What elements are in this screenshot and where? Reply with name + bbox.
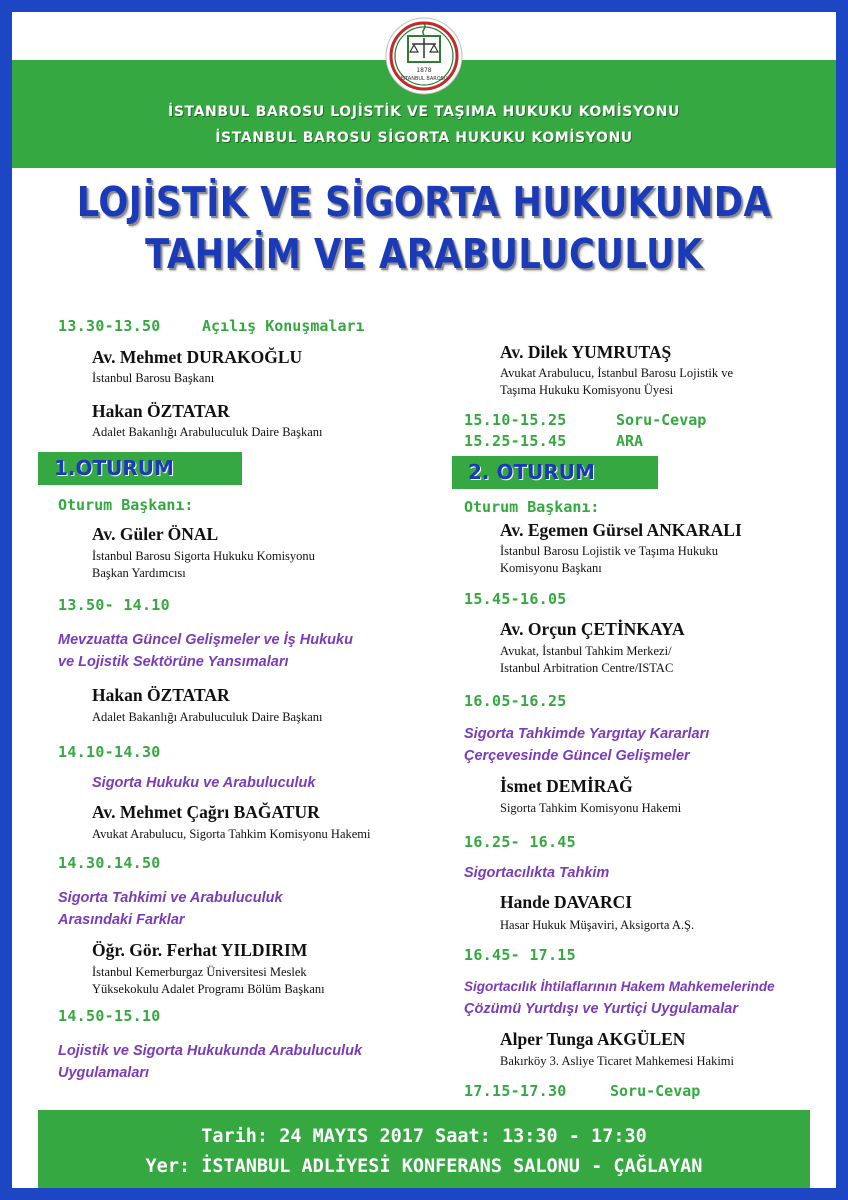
talk-topic: Arasındaki Farklar (58, 912, 185, 928)
talk-topic: Sigorta Tahkimde Yargıtay Kararları (464, 726, 710, 742)
speaker-role: Avukat, İstanbul Tahkim Merkezi/ (500, 644, 672, 658)
time-slot: 15.10-15.25 (464, 411, 567, 429)
speaker-name: Alper Tunga AKGÜLEN (500, 1029, 686, 1049)
chair-name: Av. Güler ÖNAL (92, 524, 219, 544)
logo-text: İSTANBUL BAROSU (400, 76, 448, 82)
time-slot: 16.45- 17.15 (464, 946, 576, 964)
time-slot: 15.45-16.05 (464, 590, 567, 608)
speaker-name: Av. Orçun ÇETİNKAYA (500, 619, 685, 639)
speaker-role: Sigorta Tahkim Komisyonu Hakemi (500, 801, 682, 815)
time-slot: 16.05-16.25 (464, 692, 567, 710)
speaker-role: Adalet Bakanlığı Arabuluculuk Daire Başkanı (92, 425, 323, 439)
time-slot: 14.10-14.30 (58, 743, 161, 761)
chair-name: Av. Egemen Gürsel ANKARALI (500, 520, 742, 540)
poster (12, 12, 836, 1188)
talk-topic: Sigortacılıkta Tahkim (464, 865, 610, 881)
time-slot: 14.30.14.50 (58, 854, 161, 872)
committee-line-2: İSTANBUL BAROSU SİGORTA HUKUKU KOMİSYONU (215, 130, 633, 146)
speaker-role: Taşıma Hukuku Komisyonu Üyesi (500, 383, 674, 397)
event-date-time: Tarih: 24 MAYIS 2017 Saat: 13:30 - 17:30 (201, 1126, 647, 1147)
speaker-role: Adalet Bakanlığı Arabuluculuk Daire Başkanı (92, 710, 323, 724)
title-line-1: LOJİSTİK VE SİGORTA HUKUKUNDA (76, 178, 772, 226)
opening-time: 13.30-13.50 (58, 317, 161, 335)
time-slot: 16.25- 16.45 (464, 833, 576, 851)
chair-role: İstanbul Barosu Lojistik ve Taşıma Hukuku (500, 544, 718, 558)
speaker-name: Hakan ÖZTATAR (92, 685, 230, 705)
session-2-banner: 2. OTURUM (452, 456, 658, 489)
talk-topic: Çerçevesinde Güncel Gelişmeler (464, 748, 690, 764)
session-1-banner: 1.OTURUM (38, 452, 242, 485)
speaker-role: Istanbul Arbitration Centre/ISTAC (500, 661, 674, 675)
break-label: ARA (616, 432, 644, 450)
speaker-role: Avukat Arabulucu, İstanbul Barosu Lojistik ve (500, 366, 734, 380)
time-slot: 17.15-17.30 (464, 1082, 567, 1100)
time-slot: 13.50- 14.10 (58, 596, 170, 614)
chair-role: Komisyonu Başkanı (500, 561, 602, 575)
speaker-name: Öğr. Gör. Ferhat YILDIRIM (92, 940, 308, 960)
speaker-role: İstanbul Kemerburgaz Üniversitesi Meslek (92, 965, 307, 979)
chair-label: Oturum Başkanı: (58, 496, 194, 514)
qa-label: Soru-Cevap (610, 1082, 701, 1100)
opening-label: Açılış Konuşmaları (202, 317, 365, 335)
qa-label: Soru-Cevap (616, 411, 707, 429)
chair-role: Başkan Yardımcısı (92, 566, 186, 580)
bar-association-logo (384, 16, 464, 96)
time-slot: 14.50-15.10 (58, 1007, 161, 1025)
speaker-role: İstanbul Barosu Başkanı (92, 371, 215, 385)
talk-topic: Çözümü Yurtdışı ve Yurtiçi Uygulamalar (464, 1001, 738, 1017)
talk-topic: Mevzuatta Güncel Gelişmeler ve İş Hukuku (58, 632, 353, 648)
speaker-name: Hakan ÖZTATAR (92, 401, 230, 421)
speaker-role: Avukat Arabulucu, Sigorta Tahkim Komisyonu Hakemi (92, 827, 371, 841)
speaker-name: Av. Dilek YUMRUTAŞ (500, 342, 672, 362)
talk-topic: Sigorta Tahkimi ve Arabuluculuk (58, 890, 283, 906)
talk-topic: Uygulamaları (58, 1065, 150, 1081)
chair-role: İstanbul Barosu Sigorta Hukuku Komisyonu (92, 549, 315, 563)
speaker-name: İsmet DEMİRAĞ (500, 776, 633, 796)
committee-line-1: İSTANBUL BAROSU LOJİSTİK VE TAŞIMA HUKUKU KOMİSYONU (168, 104, 680, 120)
speaker-name: Hande DAVARCI (500, 892, 633, 912)
title-line-2: TAHKİM VE ARABULUCULUK (145, 230, 703, 278)
speaker-name: Av. Mehmet DURAKOĞLU (92, 347, 303, 367)
speaker-role: Bakırköy 3. Asliye Ticaret Mahkemesi Hakimi (500, 1054, 735, 1068)
talk-topic: ve Lojistik Sektörüne Yansımaları (58, 654, 289, 670)
speaker-name: Av. Mehmet Çağrı BAĞATUR (92, 802, 320, 822)
chair-label: Oturum Başkanı: (464, 498, 600, 516)
talk-topic: Sigortacılık İhtilaflarının Hakem Mahkemelerinde (464, 979, 775, 994)
talk-topic: Lojistik ve Sigorta Hukukunda Arabuluculuk (58, 1043, 363, 1059)
speaker-role: Yüksekokulu Adalet Programı Bölüm Başkanı (92, 982, 325, 996)
footer-band (38, 1110, 810, 1188)
event-venue: Yer: İSTANBUL ADLİYESİ KONFERANS SALONU - ÇAĞLAYAN (145, 1156, 703, 1177)
talk-topic: Sigorta Hukuku ve Arabuluculuk (92, 775, 316, 791)
logo-year: 1878 (416, 67, 432, 74)
speaker-role: Hasar Hukuk Müşaviri, Aksigorta A.Ş. (500, 918, 695, 932)
time-slot: 15.25-15.45 (464, 432, 567, 450)
